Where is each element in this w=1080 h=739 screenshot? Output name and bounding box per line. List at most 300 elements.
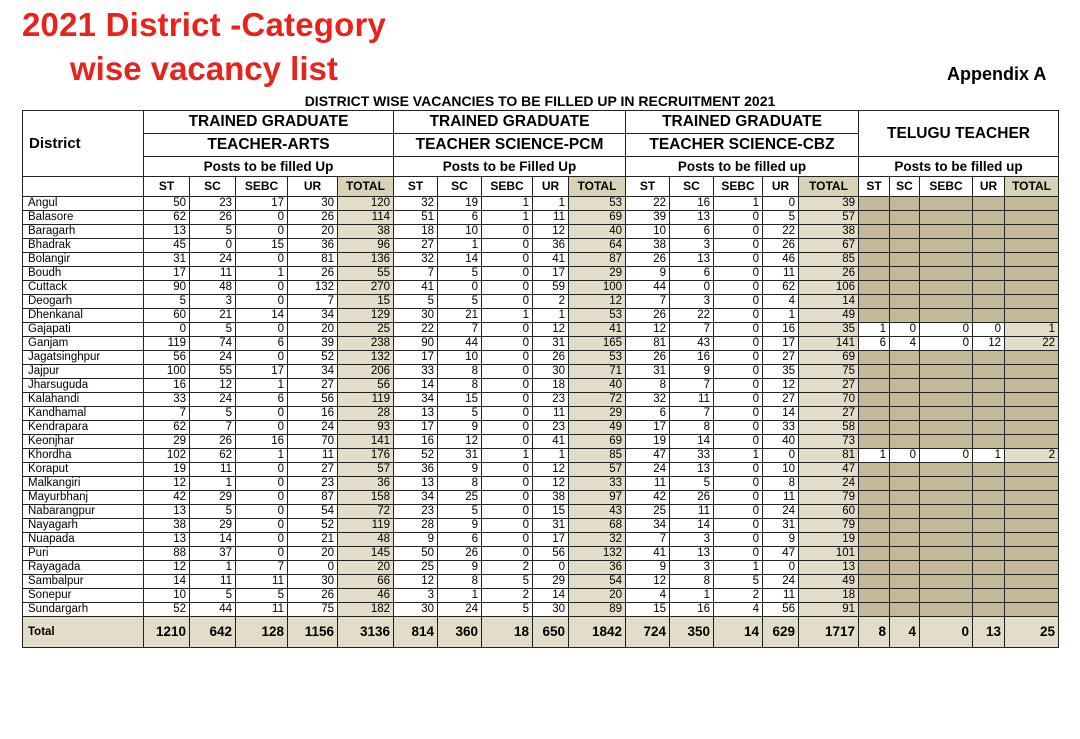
table-cell: 85 — [799, 253, 859, 267]
table-cell: 0 — [714, 393, 763, 407]
empty-cell — [973, 435, 1005, 449]
table-cell: 5 — [482, 575, 533, 589]
table-cell: 34 — [394, 393, 438, 407]
column-header-sc: SC — [190, 177, 236, 197]
district-name: Nabarangpur — [23, 505, 144, 519]
column-header-st: ST — [859, 177, 890, 197]
district-column-header: District — [23, 111, 144, 177]
table-cell: 31 — [144, 253, 190, 267]
table-cell: 18 — [533, 379, 569, 393]
table-cell: 7 — [394, 267, 438, 281]
table-cell: 81 — [799, 449, 859, 463]
table-cell: 53 — [569, 309, 626, 323]
table-cell: 12 — [533, 463, 569, 477]
total-cell: 1842 — [569, 617, 626, 648]
table-cell: 182 — [338, 603, 394, 617]
table-cell: 38 — [338, 225, 394, 239]
column-header-sc: SC — [438, 177, 482, 197]
table-cell: 13 — [144, 505, 190, 519]
empty-cell — [973, 225, 1005, 239]
table-cell: 30 — [394, 603, 438, 617]
table-cell: 119 — [338, 519, 394, 533]
table-cell: 6 — [236, 393, 288, 407]
table-row — [23, 225, 1059, 239]
table-row — [23, 449, 1059, 463]
table-cell: 0 — [482, 533, 533, 547]
table-cell: 73 — [799, 435, 859, 449]
empty-cell — [1005, 211, 1059, 225]
table-cell: 9 — [438, 561, 482, 575]
district-name: Koraput — [23, 463, 144, 477]
table-cell: 70 — [288, 435, 338, 449]
table-cell: 5 — [438, 505, 482, 519]
district-name: Keonjhar — [23, 435, 144, 449]
column-header-sc: SC — [890, 177, 920, 197]
empty-cell — [859, 253, 890, 267]
empty-cell — [973, 253, 1005, 267]
table-cell: 101 — [799, 547, 859, 561]
empty-cell — [973, 379, 1005, 393]
table-cell: 1 — [714, 197, 763, 211]
table-cell: 52 — [288, 519, 338, 533]
table-cell: 0 — [482, 239, 533, 253]
table-cell: 69 — [569, 211, 626, 225]
table-cell: 41 — [394, 281, 438, 295]
table-cell: 26 — [190, 435, 236, 449]
column-header-total: TOTAL — [569, 177, 626, 197]
table-row — [23, 253, 1059, 267]
column-header-ur: UR — [973, 177, 1005, 197]
table-cell: 12 — [533, 323, 569, 337]
table-cell: 20 — [569, 589, 626, 603]
table-cell: 56 — [144, 351, 190, 365]
empty-cell — [920, 575, 973, 589]
table-cell: 13 — [394, 407, 438, 421]
table-cell: 12 — [626, 575, 670, 589]
table-cell: 70 — [799, 393, 859, 407]
table-cell: 6 — [670, 267, 714, 281]
table-cell: 40 — [569, 379, 626, 393]
table-cell: 129 — [338, 309, 394, 323]
table-cell: 13 — [670, 547, 714, 561]
table-cell: 32 — [394, 253, 438, 267]
table-cell: 17 — [236, 365, 288, 379]
table-cell: 2 — [714, 589, 763, 603]
table-cell: 18 — [799, 589, 859, 603]
table-cell: 0 — [236, 323, 288, 337]
district-name: Balasore — [23, 211, 144, 225]
table-cell: 14 — [763, 407, 799, 421]
empty-cell — [1005, 365, 1059, 379]
table-cell: 72 — [569, 393, 626, 407]
empty-cell — [1005, 379, 1059, 393]
empty-cell — [1005, 547, 1059, 561]
table-cell: 12 — [569, 295, 626, 309]
empty-cell — [890, 575, 920, 589]
table-cell: 5 — [482, 603, 533, 617]
table-cell: 5 — [190, 323, 236, 337]
empty-cell — [973, 281, 1005, 295]
table-cell: 7 — [236, 561, 288, 575]
table-cell: 120 — [338, 197, 394, 211]
table-cell: 51 — [394, 211, 438, 225]
table-cell: 0 — [236, 533, 288, 547]
table-cell: 46 — [338, 589, 394, 603]
table-cell: 1 — [190, 477, 236, 491]
table-cell: 7 — [288, 295, 338, 309]
empty-cell — [1005, 253, 1059, 267]
table-cell: 89 — [569, 603, 626, 617]
table-cell: 0 — [714, 267, 763, 281]
empty-cell — [920, 253, 973, 267]
column-header-total: TOTAL — [799, 177, 859, 197]
table-cell: 20 — [288, 323, 338, 337]
table-cell: 13 — [670, 253, 714, 267]
table-cell: 69 — [569, 435, 626, 449]
table-cell: 29 — [533, 575, 569, 589]
empty-cell — [973, 239, 1005, 253]
empty-cell — [973, 463, 1005, 477]
total-cell: 360 — [438, 617, 482, 648]
table-row — [23, 309, 1059, 323]
table-cell: 87 — [569, 253, 626, 267]
empty-cell — [859, 267, 890, 281]
table-cell: 31 — [438, 449, 482, 463]
table-cell: 23 — [533, 393, 569, 407]
table-cell: 0 — [482, 547, 533, 561]
table-cell: 141 — [338, 435, 394, 449]
table-cell: 13 — [144, 533, 190, 547]
table-cell: 38 — [144, 519, 190, 533]
table-cell: 1 — [763, 309, 799, 323]
table-row — [23, 281, 1059, 295]
table-cell: 132 — [288, 281, 338, 295]
group-telugu-posts: Posts to be filled up — [859, 157, 1059, 177]
empty-cell — [920, 281, 973, 295]
table-cell: 1 — [1005, 323, 1059, 337]
empty-cell — [920, 477, 973, 491]
district-name: Kalahandi — [23, 393, 144, 407]
table-cell: 17 — [236, 197, 288, 211]
table-cell: 11 — [236, 603, 288, 617]
table-cell: 3 — [670, 295, 714, 309]
table-row — [23, 379, 1059, 393]
table-cell: 145 — [338, 547, 394, 561]
empty-cell — [920, 197, 973, 211]
table-cell: 13 — [144, 225, 190, 239]
table-cell: 0 — [482, 421, 533, 435]
table-cell: 60 — [799, 505, 859, 519]
column-header-sebc: SEBC — [714, 177, 763, 197]
empty-cell — [973, 309, 1005, 323]
table-cell: 119 — [144, 337, 190, 351]
table-cell: 23 — [394, 505, 438, 519]
table-cell: 26 — [670, 491, 714, 505]
table-cell: 0 — [482, 351, 533, 365]
table-cell: 16 — [394, 435, 438, 449]
empty-cell — [973, 211, 1005, 225]
table-row — [23, 239, 1059, 253]
table-cell: 2 — [533, 295, 569, 309]
table-cell: 17 — [626, 421, 670, 435]
district-name: Cuttack — [23, 281, 144, 295]
table-cell: 1 — [236, 379, 288, 393]
table-cell: 1 — [973, 449, 1005, 463]
table-cell: 49 — [569, 421, 626, 435]
table-cell: 30 — [533, 365, 569, 379]
table-cell: 5 — [190, 505, 236, 519]
district-name: Mayurbhanj — [23, 491, 144, 505]
empty-cell — [1005, 519, 1059, 533]
empty-cell — [890, 603, 920, 617]
table-cell: 85 — [569, 449, 626, 463]
table-cell: 93 — [338, 421, 394, 435]
empty-cell — [890, 505, 920, 519]
table-cell: 0 — [482, 505, 533, 519]
table-cell: 0 — [714, 491, 763, 505]
table-row — [23, 393, 1059, 407]
empty-cell — [890, 225, 920, 239]
table-cell: 3 — [670, 239, 714, 253]
total-row — [23, 617, 1059, 648]
table-cell: 39 — [799, 197, 859, 211]
table-cell: 132 — [338, 351, 394, 365]
table-cell: 2 — [482, 561, 533, 575]
table-cell: 34 — [288, 309, 338, 323]
table-cell: 6 — [438, 211, 482, 225]
table-cell: 238 — [338, 337, 394, 351]
district-name: Deogarh — [23, 295, 144, 309]
table-cell: 1 — [236, 449, 288, 463]
table-cell: 5 — [438, 267, 482, 281]
empty-cell — [890, 589, 920, 603]
table-cell: 68 — [569, 519, 626, 533]
empty-cell — [859, 295, 890, 309]
empty-cell — [890, 365, 920, 379]
table-cell: 57 — [569, 463, 626, 477]
table-cell: 33 — [569, 477, 626, 491]
table-cell: 33 — [763, 421, 799, 435]
empty-cell — [920, 393, 973, 407]
column-header-total: TOTAL — [338, 177, 394, 197]
table-cell: 0 — [482, 519, 533, 533]
empty-cell — [1005, 309, 1059, 323]
table-cell: 29 — [144, 435, 190, 449]
empty-cell — [973, 407, 1005, 421]
total-cell: 1156 — [288, 617, 338, 648]
table-cell: 5 — [670, 477, 714, 491]
empty-cell — [973, 547, 1005, 561]
table-cell: 17 — [763, 337, 799, 351]
table-cell: 0 — [714, 365, 763, 379]
table-cell: 24 — [626, 463, 670, 477]
column-header-sebc: SEBC — [920, 177, 973, 197]
table-cell: 6 — [670, 225, 714, 239]
column-header-ur: UR — [288, 177, 338, 197]
table-cell: 0 — [482, 365, 533, 379]
table-cell: 0 — [190, 239, 236, 253]
table-row — [23, 575, 1059, 589]
table-cell: 0 — [482, 491, 533, 505]
empty-cell — [859, 575, 890, 589]
table-cell: 44 — [438, 337, 482, 351]
table-cell: 29 — [569, 407, 626, 421]
table-cell: 7 — [626, 295, 670, 309]
table-cell: 96 — [338, 239, 394, 253]
table-row — [23, 477, 1059, 491]
table-cell: 1 — [714, 449, 763, 463]
empty-cell — [890, 491, 920, 505]
table-cell: 8 — [763, 477, 799, 491]
table-cell: 47 — [763, 547, 799, 561]
table-cell: 44 — [626, 281, 670, 295]
table-cell: 16 — [670, 603, 714, 617]
table-cell: 24 — [288, 421, 338, 435]
table-cell: 16 — [763, 323, 799, 337]
table-caption: DISTRICT WISE VACANCIES TO BE FILLED UP IN RECRUITMENT 2021 — [304, 93, 776, 109]
table-cell: 26 — [626, 309, 670, 323]
table-cell: 6 — [859, 337, 890, 351]
table-cell: 26 — [763, 239, 799, 253]
table-cell: 28 — [394, 519, 438, 533]
table-row — [23, 561, 1059, 575]
empty-cell — [973, 477, 1005, 491]
table-cell: 29 — [190, 491, 236, 505]
district-name: Kandhamal — [23, 407, 144, 421]
empty-cell — [890, 533, 920, 547]
table-cell: 54 — [569, 575, 626, 589]
table-row — [23, 407, 1059, 421]
table-cell: 132 — [569, 547, 626, 561]
table-cell: 23 — [288, 477, 338, 491]
table-cell: 56 — [763, 603, 799, 617]
table-cell: 0 — [714, 505, 763, 519]
table-cell: 0 — [714, 337, 763, 351]
group-pcm-title: TRAINED GRADUATE — [394, 111, 626, 134]
table-cell: 26 — [438, 547, 482, 561]
empty-cell — [859, 407, 890, 421]
table-cell: 16 — [670, 197, 714, 211]
table-cell: 97 — [569, 491, 626, 505]
table-cell: 64 — [569, 239, 626, 253]
table-cell: 62 — [144, 211, 190, 225]
vacancy-table-body — [23, 111, 1059, 648]
empty-cell — [859, 477, 890, 491]
table-cell: 16 — [144, 379, 190, 393]
table-cell: 28 — [338, 407, 394, 421]
district-name: Angul — [23, 197, 144, 211]
table-cell: 13 — [799, 561, 859, 575]
district-name: Jajpur — [23, 365, 144, 379]
table-cell: 0 — [236, 477, 288, 491]
table-cell: 0 — [236, 547, 288, 561]
empty-cell — [920, 505, 973, 519]
total-cell: 4 — [890, 617, 920, 648]
table-cell: 16 — [288, 407, 338, 421]
empty-cell — [859, 463, 890, 477]
table-cell: 1 — [670, 589, 714, 603]
table-cell: 8 — [626, 379, 670, 393]
table-cell: 0 — [670, 281, 714, 295]
total-cell: 18 — [482, 617, 533, 648]
table-cell: 22 — [763, 225, 799, 239]
empty-cell — [1005, 407, 1059, 421]
table-cell: 14 — [190, 533, 236, 547]
table-row — [23, 365, 1059, 379]
table-cell: 26 — [190, 211, 236, 225]
table-cell: 43 — [670, 337, 714, 351]
table-cell: 30 — [288, 197, 338, 211]
empty-cell — [1005, 295, 1059, 309]
table-cell: 12 — [973, 337, 1005, 351]
table-cell: 33 — [144, 393, 190, 407]
table-cell: 0 — [236, 225, 288, 239]
table-cell: 14 — [670, 519, 714, 533]
empty-cell — [973, 533, 1005, 547]
table-cell: 15 — [338, 295, 394, 309]
table-cell: 11 — [670, 505, 714, 519]
table-row — [23, 589, 1059, 603]
empty-cell — [920, 309, 973, 323]
appendix-label: Appendix A — [947, 64, 1047, 84]
empty-cell — [859, 505, 890, 519]
table-cell: 5 — [190, 407, 236, 421]
empty-cell — [1005, 225, 1059, 239]
table-cell: 21 — [190, 309, 236, 323]
table-cell: 24 — [190, 393, 236, 407]
empty-cell — [859, 351, 890, 365]
empty-cell — [1005, 393, 1059, 407]
empty-cell — [890, 519, 920, 533]
table-cell: 22 — [626, 197, 670, 211]
column-header-sebc: SEBC — [482, 177, 533, 197]
total-cell: 128 — [236, 617, 288, 648]
column-header-total: TOTAL — [1005, 177, 1059, 197]
table-cell: 31 — [626, 365, 670, 379]
table-cell: 4 — [890, 337, 920, 351]
empty-cell — [859, 435, 890, 449]
table-cell: 4 — [626, 589, 670, 603]
column-header-ur: UR — [533, 177, 569, 197]
table-cell: 39 — [288, 337, 338, 351]
table-cell: 3 — [394, 589, 438, 603]
table-cell: 36 — [288, 239, 338, 253]
table-cell: 0 — [714, 407, 763, 421]
table-cell: 30 — [533, 603, 569, 617]
table-cell: 25 — [626, 505, 670, 519]
table-cell: 12 — [394, 575, 438, 589]
table-cell: 11 — [626, 477, 670, 491]
table-cell: 0 — [714, 281, 763, 295]
table-cell: 0 — [236, 281, 288, 295]
table-cell: 14 — [144, 575, 190, 589]
table-cell: 12 — [533, 225, 569, 239]
group-pcm-posts: Posts to be Filled Up — [394, 157, 626, 177]
table-cell: 27 — [799, 407, 859, 421]
district-name: Khordha — [23, 449, 144, 463]
empty-cell — [1005, 281, 1059, 295]
table-cell: 0 — [438, 281, 482, 295]
total-cell: 14 — [714, 617, 763, 648]
table-cell: 5 — [438, 295, 482, 309]
district-name: Boudh — [23, 267, 144, 281]
table-cell: 0 — [482, 281, 533, 295]
table-cell: 0 — [920, 449, 973, 463]
table-cell: 1 — [482, 309, 533, 323]
table-cell: 41 — [533, 253, 569, 267]
table-cell: 0 — [890, 323, 920, 337]
table-cell: 5 — [190, 225, 236, 239]
